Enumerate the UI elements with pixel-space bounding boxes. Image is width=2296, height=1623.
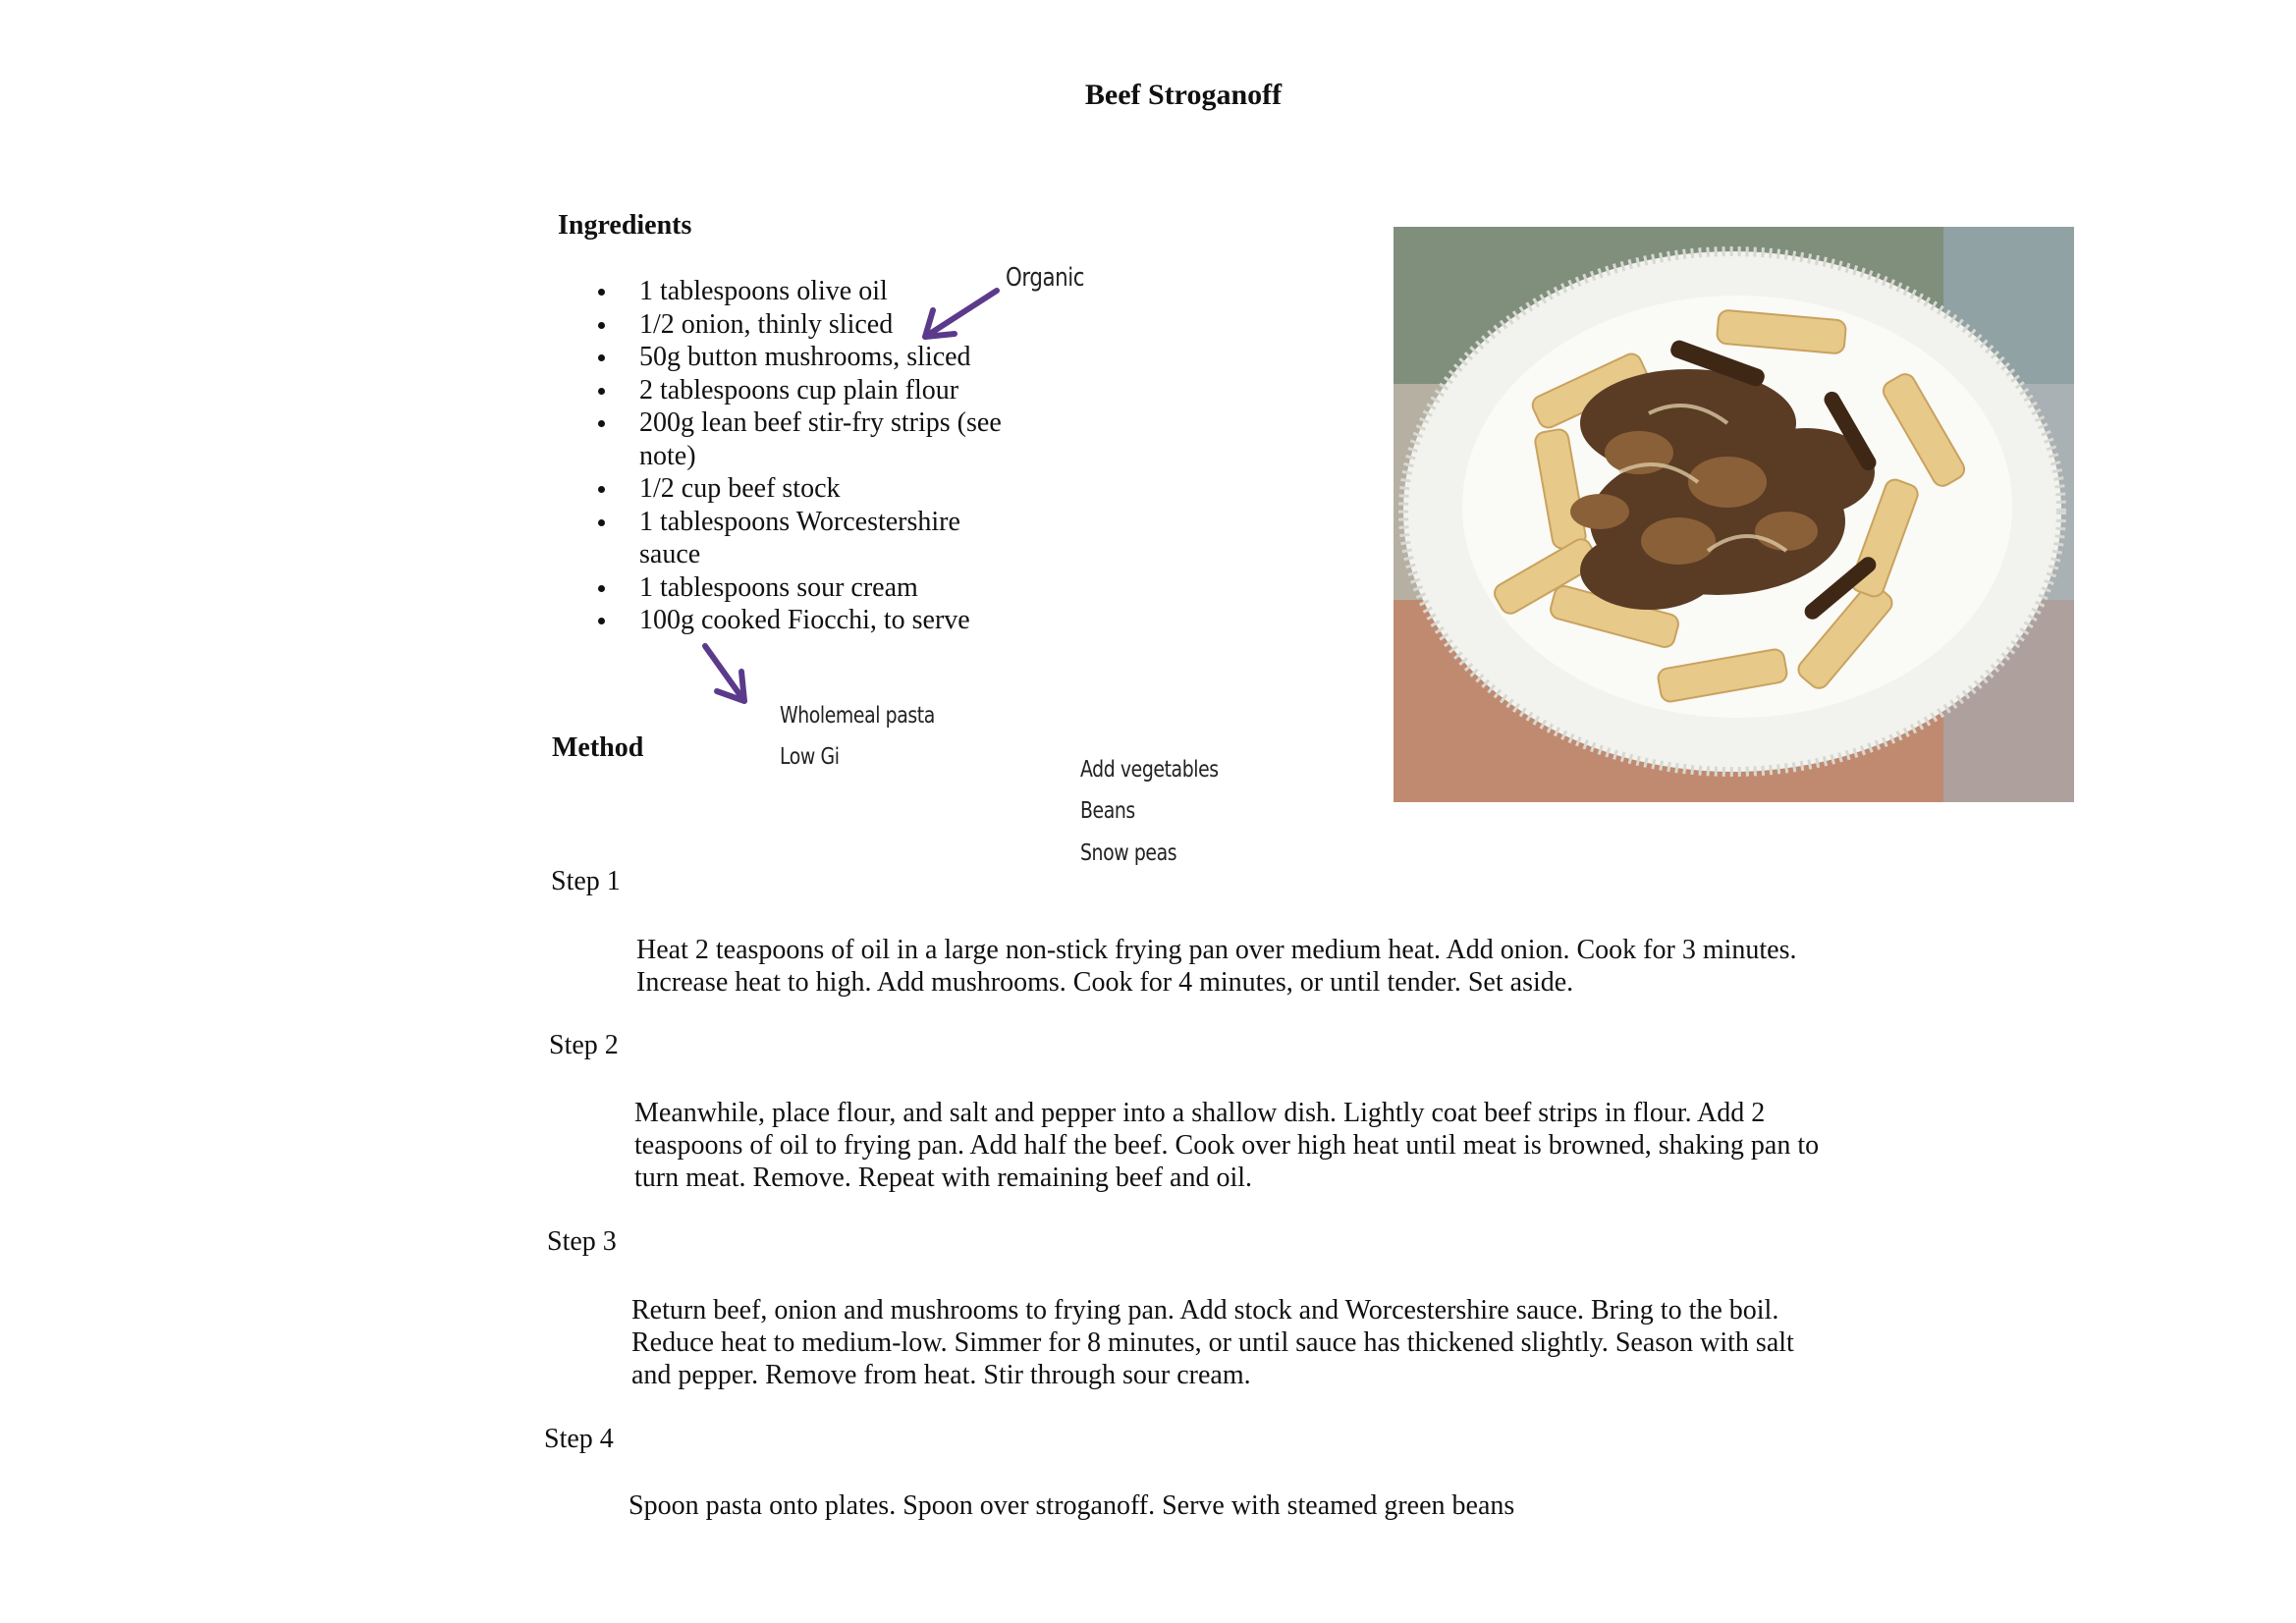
step-text: Heat 2 teaspoons of oil in a large non-stick frying pan over medium heat. Add onion. Cook for 3 minutes. Increase heat to high. Add mushrooms. Cook for 4 minutes, or until tender. Set aside. — [636, 935, 1797, 998]
step-label: Step 3 — [547, 1226, 617, 1257]
ingredient-item: 1 tablespoons sour cream — [592, 571, 1005, 605]
ingredient-item: 1/2 onion, thinly sliced — [592, 308, 1005, 342]
annotation-wholemeal-pasta: Wholemeal pasta — [780, 703, 935, 729]
ingredients-heading: Ingredients — [558, 210, 692, 241]
step-label: Step 2 — [549, 1030, 619, 1060]
dish-photo — [1394, 227, 2074, 802]
step-label: Step 1 — [551, 866, 621, 896]
annotation-arrow-icon — [697, 640, 756, 709]
annotation-beans: Beans — [1080, 798, 1135, 824]
ingredient-item: 1/2 cup beef stock — [592, 472, 1005, 506]
annotation-snow-peas: Snow peas — [1080, 840, 1177, 866]
ingredient-item: 50g button mushrooms, sliced — [592, 341, 1005, 374]
ingredient-item: 100g cooked Fiocchi, to serve — [592, 604, 1005, 637]
step-label: Step 4 — [544, 1424, 614, 1454]
page-title: Beef Stroganoff — [1084, 79, 1283, 111]
annotation-add-vegetables: Add vegetables — [1080, 757, 1219, 783]
ingredient-item: 1 tablespoons Worcestershire sauce — [592, 506, 1005, 571]
step-text: Spoon pasta onto plates. Spoon over stroganoff. Serve with steamed green beans — [629, 1490, 1515, 1521]
ingredient-item: 200g lean beef stir-fry strips (see note) — [592, 406, 1005, 472]
annotation-arrow-icon — [913, 283, 1002, 347]
method-heading: Method — [552, 732, 644, 763]
step-text: Meanwhile, place flour, and salt and pepper into a shallow dish. Lightly coat beef strips in flour. Add 2 teaspoons of oil to frying pan. Add half the beef. Cook over high heat until meat is browned, shaking pan to turn meat. Remove. Repeat with remaining beef and oil. — [634, 1098, 1820, 1193]
step-text: Return beef, onion and mushrooms to frying pan. Add stock and Worcestershire sauce. Bring to the boil. Reduce heat to medium-low. Simmer for 8 minutes, or until sauce has thickened slightly. Season with salt and pepper. Remove from heat. Stir through sour cream. — [631, 1295, 1794, 1390]
ingredient-item: 1 tablespoons olive oil — [592, 275, 1005, 308]
annotation-organic: Organic — [1006, 263, 1085, 293]
annotation-low-gi: Low Gi — [780, 744, 840, 770]
ingredient-item: 2 tablespoons cup plain flour — [592, 374, 1005, 407]
